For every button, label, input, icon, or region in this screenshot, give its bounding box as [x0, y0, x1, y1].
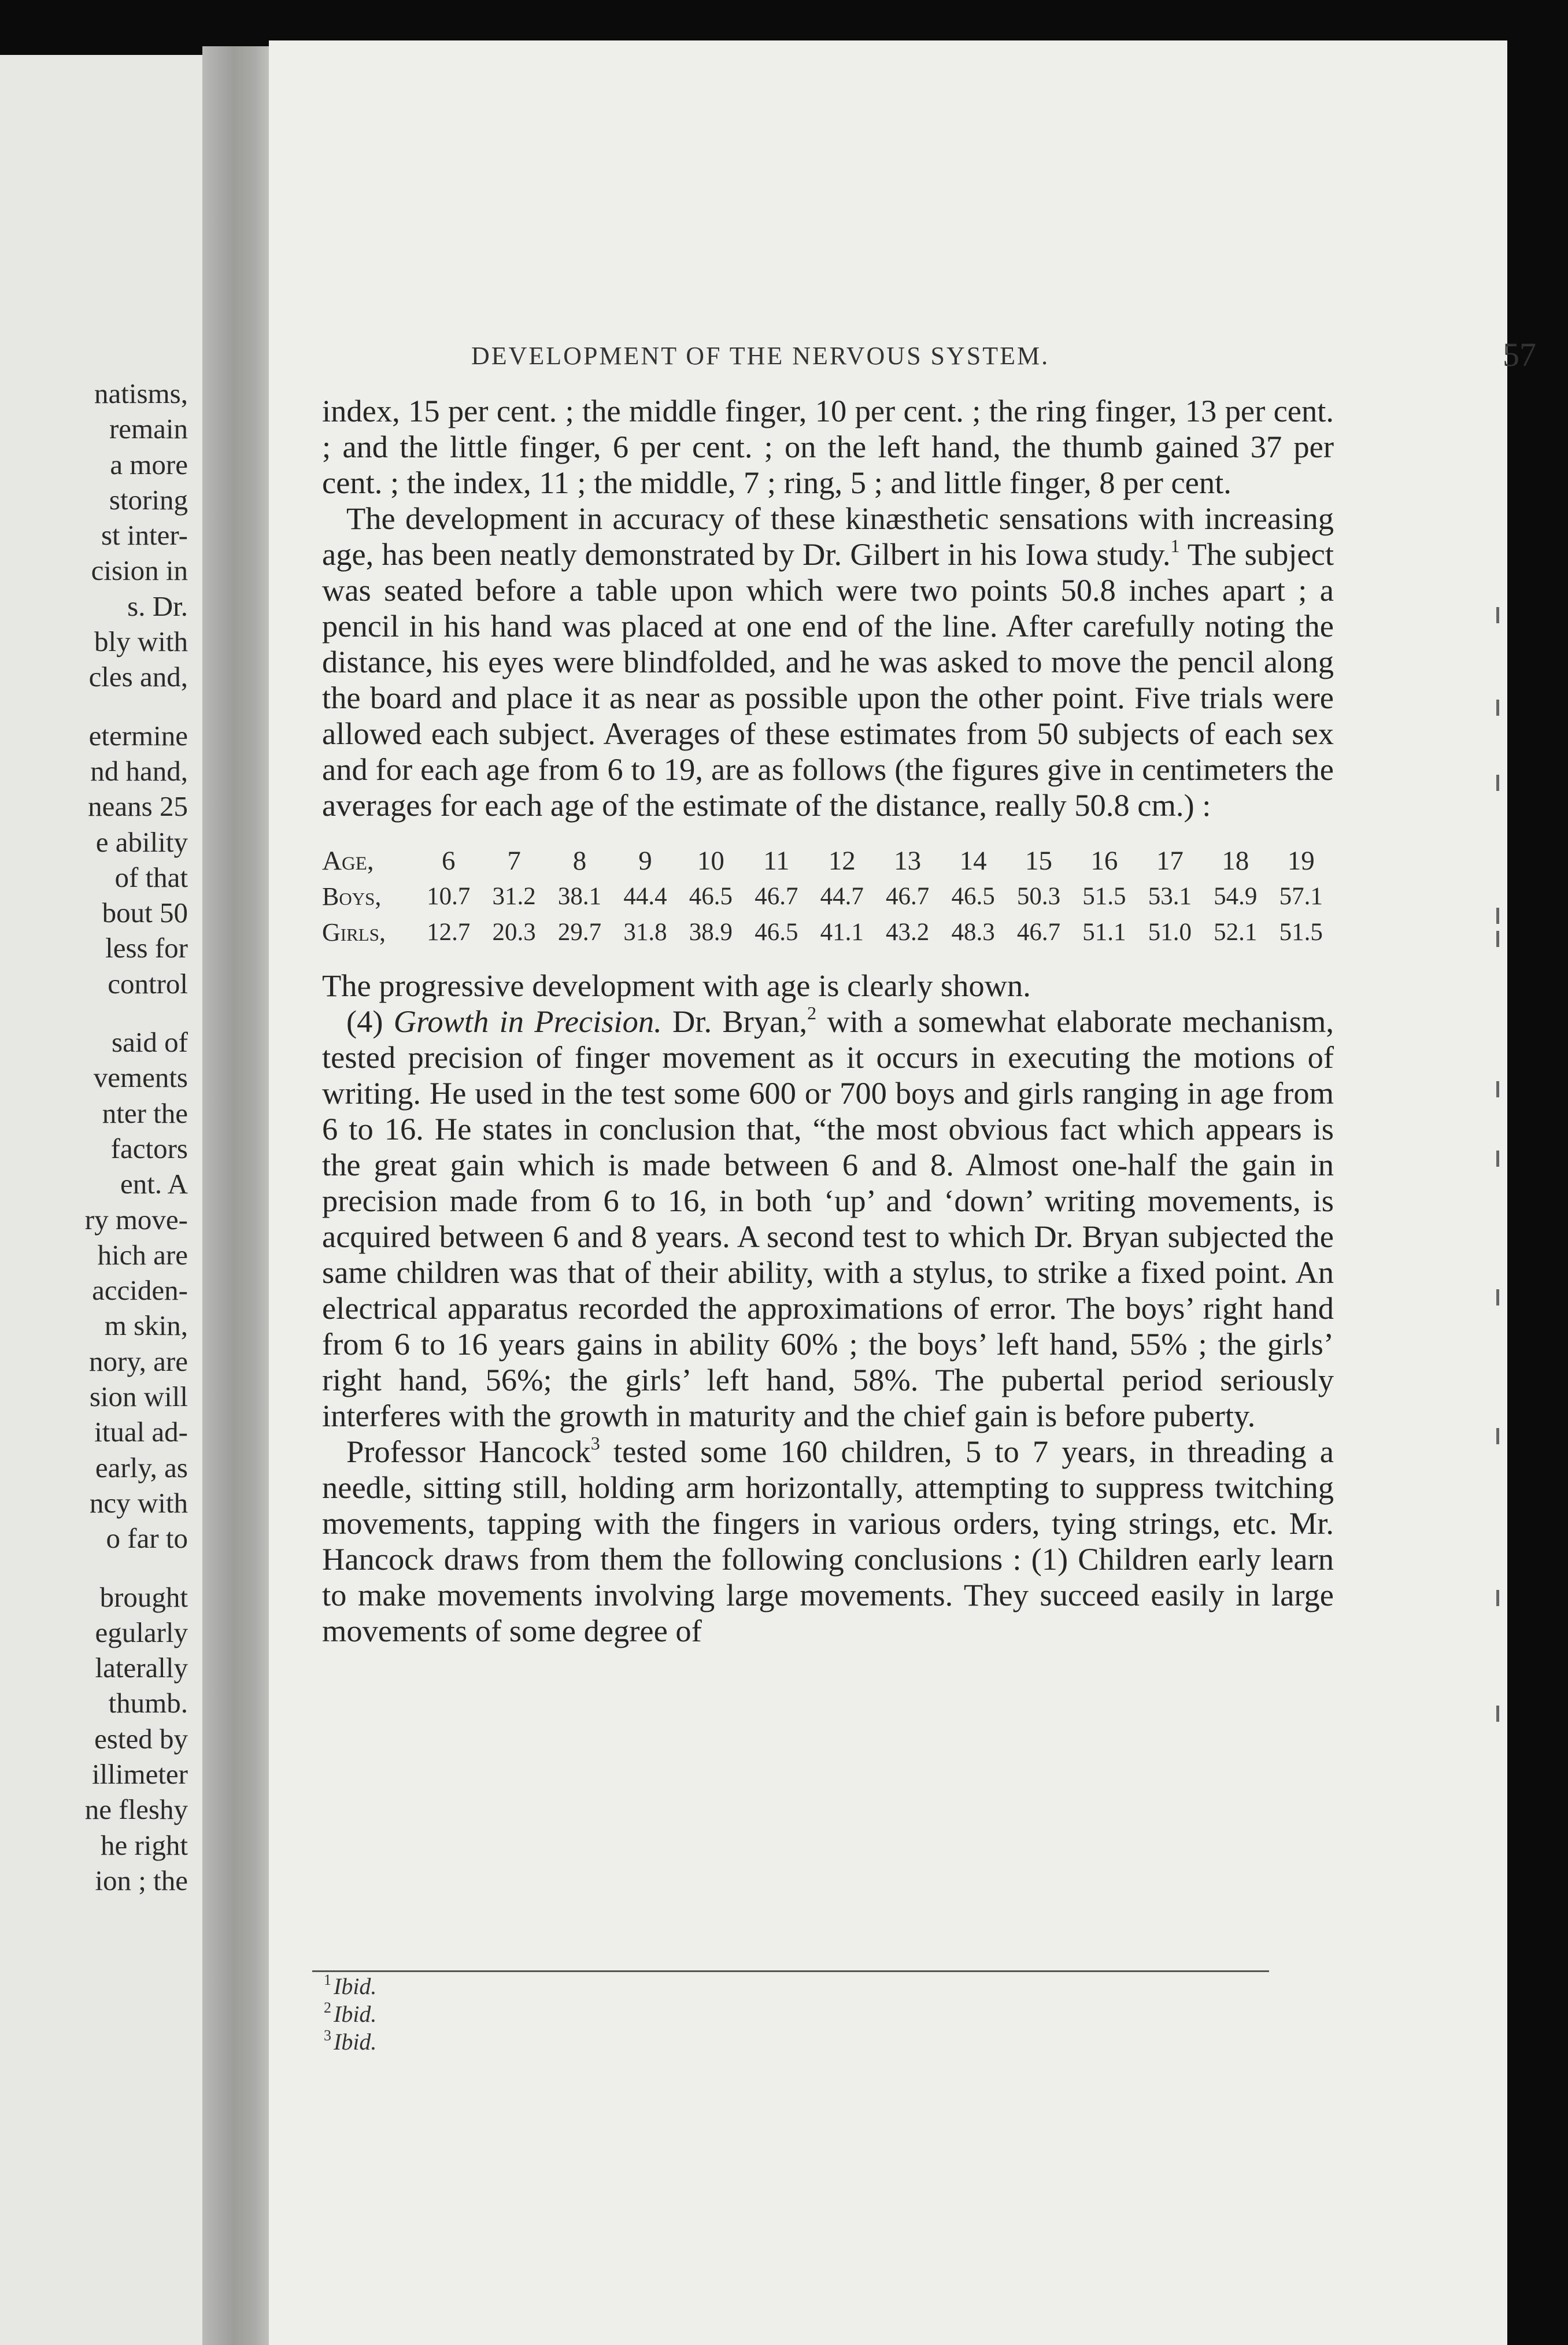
girls-value-cell: 51.0 [1148, 919, 1192, 946]
footnote-1 [324, 1973, 376, 2000]
age-cell: 12 [828, 846, 856, 876]
page-number: 57 [1503, 336, 1536, 373]
facing-page-line [0, 695, 188, 718]
section-number: (4) [346, 1004, 394, 1039]
boys-value-cell: 46.5 [951, 883, 995, 910]
age-cell: 6 [441, 846, 456, 876]
girls-value-cell: 46.5 [755, 919, 798, 946]
facing-page-line: he right [100, 1829, 188, 1861]
facing-page-line: early, as [95, 1451, 188, 1484]
paragraph-text: tested some 160 children, 5 to 7 years, in threading a needle, sitting still, holding arm horizontally, attempting to suppress twitching movements, tapping with the fingers in various orders, tying strings, etc. Mr. Hancock draws from them the following conclusions : (1) Children early learn to make movements involving large movements. They succeed easily in large movements of some degree of [322, 1434, 1334, 1648]
boys-value-cell: 46.7 [755, 883, 798, 910]
facing-page-line: s. Dr. [127, 590, 188, 622]
running-header [471, 336, 1558, 373]
estimate-table [322, 843, 1334, 950]
boys-value-cell: 51.5 [1082, 883, 1126, 910]
girls-value-cell: 43.2 [886, 919, 930, 946]
facing-page-text [0, 376, 188, 1898]
facing-page-line: cles and, [88, 661, 188, 693]
facing-page-line: said of [112, 1026, 188, 1059]
girls-value-cell: 29.7 [557, 919, 602, 946]
age-cell: 8 [572, 846, 587, 876]
row-label-age: Age, [322, 846, 374, 876]
boys-value-cell: 38.1 [557, 883, 602, 910]
footnote-number: 1 [324, 1972, 331, 1988]
paragraph-text: Professor Hancock [346, 1434, 591, 1469]
girls-value-cell: 38.9 [689, 919, 733, 946]
boys-value-cell: 46.5 [689, 883, 733, 910]
facing-page-line: etermine [88, 719, 188, 752]
age-cell: 7 [507, 846, 521, 876]
boys-value-cell: 46.7 [886, 883, 930, 910]
book-gutter [202, 46, 272, 2345]
boys-value-cell: 57.1 [1279, 883, 1323, 910]
facing-page-line: remain [109, 413, 188, 445]
facing-page-line: ion ; the [95, 1864, 188, 1896]
paragraph-progressive: The progressive development with age is clearly shown. [322, 968, 1031, 1003]
facing-page-line: of that [114, 861, 188, 893]
paragraph-text: Dr. Bryan, [661, 1004, 808, 1039]
girls-value-cell: 41.1 [820, 919, 864, 946]
footnote-2 [324, 2000, 376, 2028]
boys-value-cell: 10.7 [427, 883, 471, 910]
facing-page-line: vements [93, 1061, 188, 1094]
facing-page-line: ne fleshy [84, 1793, 188, 1826]
boys-value-cell: 44.4 [623, 883, 667, 910]
age-cell: 9 [638, 846, 652, 876]
age-cell: 13 [894, 846, 922, 876]
footnote-ref-2: 2 [807, 1003, 817, 1023]
age-cell: 14 [959, 846, 987, 876]
facing-page-line [0, 1556, 188, 1580]
footnote-rule [312, 1970, 1269, 1972]
facing-page-line: illimeter [92, 1758, 188, 1790]
boys-value-cell: 53.1 [1148, 883, 1192, 910]
row-label-boys: Boys, [322, 882, 382, 911]
facing-page-line: ent. A [120, 1168, 188, 1200]
facing-page-line: control [108, 967, 188, 1000]
facing-page-line: laterally [95, 1652, 188, 1684]
paragraph-text: The development in accuracy of these kinæsthetic sensations with increasing age, has been neatly demonstrated by Dr. Gilbert in his Iowa study. [322, 501, 1334, 572]
facing-page-line: nter the [102, 1097, 188, 1129]
girls-value-cell: 12.7 [427, 919, 471, 946]
age-cell: 15 [1025, 846, 1052, 876]
running-title: DEVELOPMENT OF THE NERVOUS SYSTEM. [471, 342, 1050, 370]
facing-page-line: e ability [95, 826, 188, 858]
page-edge-marks [1496, 607, 1504, 1763]
paragraph-text: The subject was seated before a table upon which were two points 50.8 inches apart ; a pencil in his hand was placed at one end of the line. After carefully noting the distance, his eyes were blindfolded, and he was asked to move the pencil along the board and place it as near as possible upon the other point. Five trials were allowed each subject. Averages of these estimates from 50 subjects of each sex and for each age from 6 to 19, are as follows (the figures give in centimeters the averages for each age of the estimate of the distance, really 50.8 cm.) : [322, 537, 1334, 823]
row-label-girls: Girls, [322, 918, 386, 946]
section-title: Growth in Precision. [393, 1004, 662, 1039]
paragraph-text: with a somewhat elaborate mechanism, tested precision of finger movement as it occurs in executing the motions of writing. He used in the test some 600 or 700 boys and girls ranging in age from 6 to 16. He states in conclusion that, “the most obvious fact which appears is the great gain which is made between 6 and 8. Almost one-half the gain in precision made from 6 to 16, in both ‘up’ and ‘down’ writing movements, is acquired between 6 and 8 years. A second test to which Dr. Bryan subjected the same children was that of their ability, with a stylus, to strike a fixed point. An electrical apparatus recorded the approximations of error. The boys’ right hand from 6 to 16 years gains in ability 60% ; the boys’ left hand, 55% ; the girls’ right hand, 56%; the girls’ left hand, 58%. The pubertal period seriously interferes with the growth in maturity and the chief gain is before puberty. [322, 1004, 1334, 1433]
girls-value-cell: 20.3 [492, 919, 536, 946]
facing-page-line: brought [99, 1581, 188, 1613]
age-cell: 17 [1156, 846, 1184, 876]
facing-page-line: st inter- [101, 519, 188, 552]
facing-page-line: storing [109, 483, 188, 516]
facing-page-line: ncy with [89, 1486, 188, 1519]
facing-page-line: egularly [95, 1616, 188, 1648]
facing-page-line: neans 25 [88, 790, 188, 823]
facing-page-line: factors [110, 1132, 188, 1164]
girls-value-cell: 48.3 [951, 919, 995, 946]
boys-value-cell: 50.3 [1016, 883, 1061, 910]
girls-value-cell: 52.1 [1214, 919, 1258, 946]
footnotes [324, 1973, 376, 2056]
girls-value-cell: 51.1 [1082, 919, 1126, 946]
age-cell: 18 [1222, 846, 1249, 876]
footnote-text: Ibid. [334, 2001, 377, 2027]
boys-value-cell: 31.2 [492, 883, 536, 910]
facing-page-line: hich are [97, 1238, 188, 1271]
facing-page-line: bly with [94, 626, 188, 658]
facing-page-line: sion will [89, 1381, 188, 1413]
girls-value-cell: 51.5 [1279, 919, 1323, 946]
table-row-ages [322, 843, 1334, 879]
facing-page-line: itual ad- [94, 1416, 188, 1448]
paragraph-kinaesthetic [322, 501, 1334, 823]
paragraph-hancock [322, 1434, 1334, 1649]
footnote-number: 3 [324, 2027, 331, 2044]
facing-page-fragment [0, 55, 211, 2345]
facing-page-line: thumb. [108, 1687, 188, 1719]
facing-page-line: acciden- [92, 1274, 188, 1307]
facing-page-line: nory, are [89, 1345, 188, 1377]
boys-value-cell: 54.9 [1214, 883, 1258, 910]
age-cell: 11 [763, 846, 790, 876]
girls-value-cell: 46.7 [1016, 919, 1061, 946]
footnote-ref-1: 1 [1170, 535, 1180, 556]
paragraph-precision [322, 1004, 1334, 1434]
footnote-ref-3: 3 [590, 1433, 600, 1453]
facing-page-line: natisms, [94, 378, 188, 409]
table-row-girls [322, 915, 1334, 950]
facing-page-line: o far to [106, 1522, 188, 1555]
age-cell: 19 [1287, 846, 1315, 876]
footnote-3 [324, 2028, 376, 2056]
age-cell: 10 [697, 846, 724, 876]
paragraph-finger-gains: index, 15 per cent. ; the middle finger, 10 per cent. ; the ring finger, 13 per cent. ; and the little finger, 6 per cent. ; on the left hand, the thumb gained 37 per cent. ; the index, 11 ; the middle, 7 ; ring, 5 ; and little finger, 8 per cent. [322, 393, 1334, 500]
footnote-text: Ibid. [334, 1973, 377, 1999]
facing-page-line: nd hand, [90, 754, 188, 787]
girls-value-cell: 31.8 [623, 919, 667, 946]
facing-page-line: m skin, [104, 1310, 188, 1342]
facing-page-line: ested by [94, 1722, 188, 1755]
facing-page-line [0, 1001, 188, 1024]
facing-page-line: ry move- [84, 1203, 188, 1236]
footnote-number: 2 [324, 1999, 331, 2016]
page-body [322, 393, 1334, 1649]
table-row-boys [322, 879, 1334, 915]
book-page [269, 40, 1536, 2345]
facing-page-line: bout 50 [102, 897, 188, 929]
boys-value-cell: 44.7 [820, 883, 864, 910]
age-cell: 16 [1090, 846, 1118, 876]
facing-page-line: less for [105, 932, 188, 964]
facing-page-line: cision in [91, 554, 188, 587]
facing-page-line: a more [110, 448, 188, 480]
footnote-text: Ibid. [334, 2029, 377, 2055]
